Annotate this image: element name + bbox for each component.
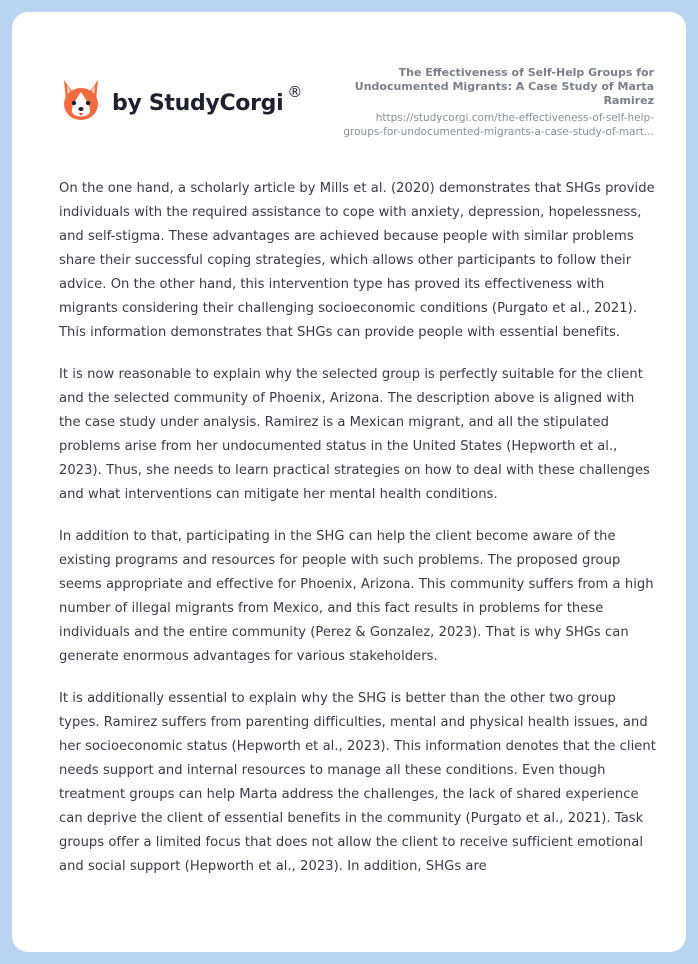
corgi-icon	[60, 76, 102, 124]
document-body	[59, 177, 657, 897]
document-meta	[304, 66, 654, 139]
paragraph: It is additionally essential to explain why the SHG is better than the other two group types. Ramirez suffers from parenting difficulties, mental and physical health issues, and her socioeconomic status (Hepworth et al., 2023). This information denotes that the client needs support and internal resources to manage all these conditions. Even though treatment groups can help Marta address the challenges, the lack of shared experience can deprive the client of essential benefits in the community (Purgato et al., 2021). Task groups offer a limited focus that does not allow the client to receive sufficient emotional and social support (Hepworth et al., 2023). In addition, SHGs are	[59, 691, 656, 874]
document-url-line-2[interactable]: groups-for-undocumented-migrants-a-case-study-of-mart...	[343, 126, 654, 138]
document-url[interactable]	[304, 111, 654, 139]
paragraph: On the one hand, a scholarly article by Mills et al. (2020) demonstrates that SHGs provide individuals with the required assistance to cope with anxiety, depression, hopelessness, and self-stigma. These advantages are achieved because people with similar problems share their successful coping strategies, which allows other participants to follow their advice. On the other hand, this intervention type has proved its effectiveness with migrants considering their challenging socioeconomic conditions (Purgato et al., 2021). This information demonstrates that SHGs can provide people with essential benefits.	[59, 181, 655, 340]
brand-name: by StudyCorgi	[112, 90, 284, 116]
page-header	[12, 12, 686, 142]
registered-mark: ®	[287, 83, 303, 101]
paragraph: In addition to that, participating in the SHG can help the client become aware of the existing programs and resources for people with such problems. The proposed group seems appropriate and effective for Phoenix, Arizona. This community suffers from a high number of illegal migrants from Mexico, and this fact results in problems for these individuals and the entire community (Perez & Gonzalez, 2023). That is why SHGs can generate enormous advantages for various stakeholders.	[59, 529, 654, 664]
paragraph: It is now reasonable to explain why the selected group is perfectly suitable for the client and the selected community of Phoenix, Arizona. The description above is aligned with the case study under analysis. Ramirez is a Mexican migrant, and all the stipulated problems arise from her undocumented status in the United States (Hepworth et al., 2023). Thus, she needs to learn practical strategies on how to deal with these challenges and what interventions can mitigate her mental health conditions.	[59, 367, 650, 502]
document-title: The Effectiveness of Self-Help Groups for Undocumented Migrants: A Case Study of Marta Ramirez	[354, 66, 654, 107]
brand-logo[interactable]	[60, 76, 302, 124]
document-url-line-1[interactable]: https://studycorgi.com/the-effectiveness-of-self-help-	[375, 112, 654, 124]
page-card	[12, 12, 686, 952]
